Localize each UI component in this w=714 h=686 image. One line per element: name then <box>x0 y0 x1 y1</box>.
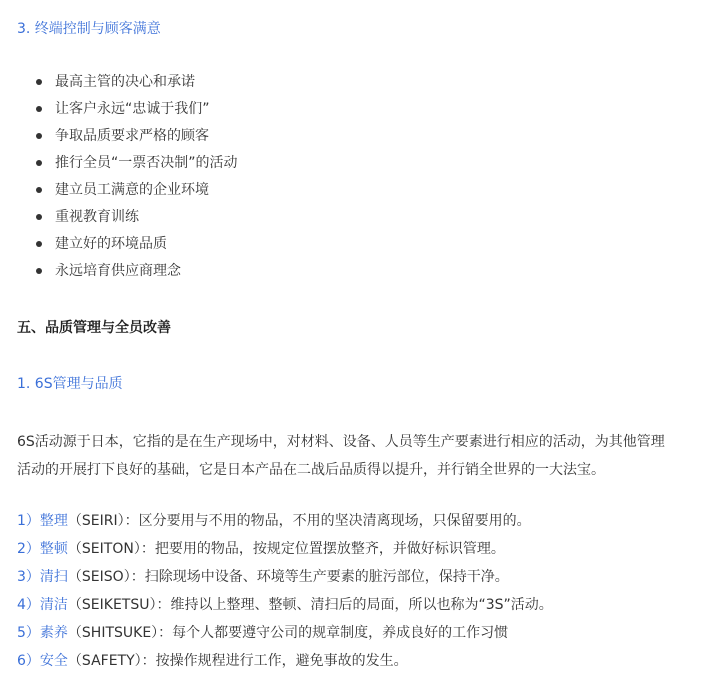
item-term: 1）整理 <box>17 513 68 529</box>
list-item-text: 建立好的环境品质 <box>55 236 167 252</box>
list-item <box>17 538 553 566</box>
item-description: （SEISO）：扫除现场中设备、环境等生产要素的脏污部位，保持干净。 <box>67 569 509 585</box>
item-term: 6）安全 <box>17 653 68 669</box>
paragraph-line: 活动的开展打下良好的基础，它是日本产品在二战后品质得以提升，并行销全世界的一大法宝。 <box>17 462 605 478</box>
list-item-text: 重视教育训练 <box>55 209 139 225</box>
item-term: 3）清扫 <box>17 569 68 585</box>
list-item <box>17 650 553 678</box>
bullet-dot-icon <box>36 106 42 112</box>
item-description: （SEIRI）：区分要用与不用的物品，不用的坚决清离现场，只保留要用的。 <box>67 513 531 529</box>
section-3-heading: 3. 终端控制与顾客满意 <box>17 21 161 37</box>
section-5-subheading: 1. 6S管理与品质 <box>17 376 123 392</box>
list-item-text: 推行全员“一票否决制”的活动 <box>55 155 238 171</box>
item-description: （SEITON）：把要用的物品，按规定位置摆放整齐，并做好标识管理。 <box>67 541 505 557</box>
list-item-text: 让客户永远“忠诚于我们” <box>55 101 210 117</box>
item-description: （SEIKETSU）：维持以上整理、整顿、清扫后的局面，所以也称为“3S”活动。 <box>67 597 553 613</box>
item-description: （SHITSUKE）：每个人都要遵守公司的规章制度，养成良好的工作习惯 <box>67 625 509 641</box>
bullet-dot-icon <box>36 133 42 139</box>
bullet-dot-icon <box>36 79 42 85</box>
item-term: 4）清洁 <box>17 597 68 613</box>
item-term: 2）整顿 <box>17 541 68 557</box>
item-term: 5）素养 <box>17 625 68 641</box>
list-item <box>17 566 553 594</box>
bullet-dot-icon <box>36 241 42 247</box>
bullet-dot-icon <box>36 187 42 193</box>
list-item-text: 建立员工满意的企业环境 <box>55 182 209 198</box>
intro-paragraph <box>17 428 707 484</box>
list-item <box>17 622 553 650</box>
list-item-text: 争取品质要求严格的顾客 <box>55 128 209 144</box>
paragraph-line: 6S活动源于日本，它指的是在生产现场中，对材料、设备、人员等生产要素进行相应的活动，为其他管理 <box>17 434 665 450</box>
bullet-dot-icon <box>36 214 42 220</box>
list-item-text: 最高主管的决心和承诺 <box>55 74 195 90</box>
list-item-text: 永远培育供应商理念 <box>55 263 181 279</box>
list-item <box>17 594 553 622</box>
bullet-dot-icon <box>36 160 42 166</box>
bullet-dot-icon <box>36 268 42 274</box>
item-description: （SAFETY）：按操作规程进行工作，避免事故的发生。 <box>67 653 408 669</box>
section-5-heading: 五、品质管理与全员改善 <box>17 320 171 336</box>
list-item <box>17 510 553 538</box>
six-s-list <box>17 510 553 678</box>
